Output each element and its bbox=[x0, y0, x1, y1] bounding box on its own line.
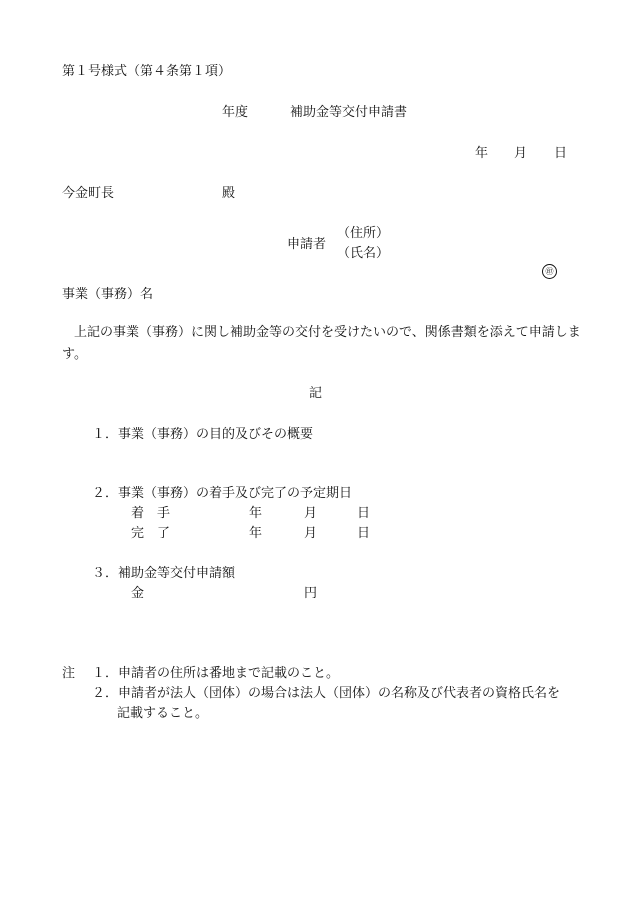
notes-label: 注 bbox=[62, 666, 76, 681]
date-day: 日 bbox=[554, 146, 568, 161]
addressee-name: 今金町長 bbox=[62, 186, 115, 201]
fiscal-year-label: 年度 bbox=[222, 105, 249, 120]
end-day: 日 bbox=[357, 526, 371, 541]
document-title: 補助金等交付申請書 bbox=[290, 105, 408, 120]
note-2-line-1: ２．申請者が法人（団体）の場合は法人（団体）の名称及び代表者の資格氏名を bbox=[92, 686, 561, 701]
amount-yen: 円 bbox=[304, 586, 318, 601]
start-year: 年 bbox=[249, 506, 263, 521]
applicant-label: 申請者 bbox=[287, 237, 327, 252]
item-3-amount: ３．補助金等交付申請額 bbox=[92, 566, 236, 581]
date-year: 年 bbox=[475, 146, 489, 161]
end-month: 月 bbox=[304, 526, 318, 541]
note-1: １．申請者の住所は番地まで記載のこと。 bbox=[92, 666, 340, 681]
date-month: 月 bbox=[514, 146, 528, 161]
item-1-purpose: １．事業（事務）の目的及びその概要 bbox=[92, 427, 314, 442]
item-2-schedule: ２．事業（事務）の着手及び完了の予定期日 bbox=[92, 486, 353, 501]
start-day: 日 bbox=[357, 506, 371, 521]
start-month: 月 bbox=[304, 506, 318, 521]
seal-mark: ㊞ bbox=[542, 264, 557, 279]
amount-label: 金 bbox=[131, 586, 145, 601]
application-statement: 上記の事業（事務）に関し補助金等の交付を受けたいので、関係書類を添えて申請します。 bbox=[62, 325, 581, 362]
ki-heading: 記 bbox=[309, 386, 323, 401]
form-number: 第１号様式（第４条第１項） bbox=[62, 64, 232, 79]
project-name-label: 事業（事務）名 bbox=[62, 287, 154, 302]
note-2-line-2: 記載すること。 bbox=[117, 706, 209, 721]
addressee-honorific: 殿 bbox=[222, 186, 236, 201]
end-label: 完 了 bbox=[131, 526, 171, 541]
start-label: 着 手 bbox=[131, 506, 171, 521]
applicant-name-label: （氏名） bbox=[337, 246, 390, 261]
applicant-address-label: （住所） bbox=[337, 226, 390, 241]
end-year: 年 bbox=[249, 526, 263, 541]
